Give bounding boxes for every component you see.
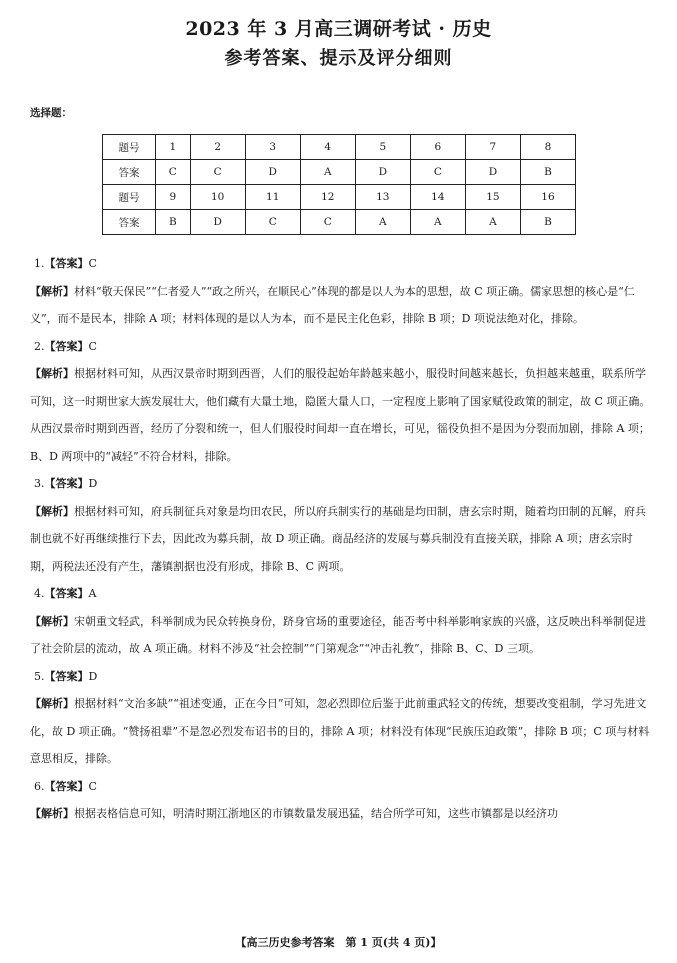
question-answer-line [30,470,652,498]
table-row [103,185,576,210]
table-cell: 14 [410,185,465,210]
answer-value: D [88,669,98,683]
explanation-tag: 【解析】 [30,284,74,298]
table-cell: A [355,210,410,235]
question-number: 2. [34,339,45,353]
question-answer-line [30,773,652,801]
page-subtitle: 参考答案、提示及评分细则 [224,48,453,69]
explanation-paragraph [30,690,652,773]
table-row-header: 题号 [103,185,156,210]
table-cell: B [156,210,191,235]
question-number: 6. [34,779,45,793]
table-cell: A [465,210,520,235]
table-cell: 4 [300,135,355,160]
page-title: 2023 年 3 月高三调研考试 · 历史 [185,18,492,40]
table-cell: 2 [190,135,245,160]
page-footer: 【高三历史参考答案 第 1 页(共 4 页)】 [235,936,442,949]
table-cell: 12 [300,185,355,210]
answer-explanations [30,250,652,828]
explanation-paragraph [30,608,652,663]
table-cell: 7 [465,135,520,160]
question-answer-line [30,333,652,361]
table-cell: 15 [465,185,520,210]
table-cell: C [156,160,191,185]
table-cell: 8 [520,135,575,160]
table-row-header: 答案 [103,160,156,185]
question-number: 3. [34,477,45,490]
table-cell: C [190,160,245,185]
explanation-tag: 【解析】 [30,504,74,518]
explanation-paragraph [30,498,652,581]
explanation-text: 根据材料“文治多缺”“祖述变通，正在今日”可知，忽必烈即位后鉴于此前重武轻文的传统，想要改变祖制，学习先进文化，故 D 项正确。“赞扬祖辈”不是忽必烈发布诏书的目的，排除 A 项；材料没有体现“民族压迫政策”，排除 B 项；C 项与材料意思相反，排除。 [30,697,650,765]
answer-value: C [88,779,97,793]
answer-tag: 【答案】 [44,477,89,490]
explanation-tag: 【解析】 [30,614,74,628]
answer-tag: 【答案】 [44,257,89,270]
explanation-paragraph [30,800,652,828]
table-cell: 5 [355,135,410,160]
question-number: 1. [34,257,45,270]
answer-tag: 【答案】 [44,779,89,793]
table-cell: D [465,160,520,185]
answer-value: D [88,477,98,490]
question-number: 5. [34,669,45,683]
table-row [103,160,576,185]
table-row-header: 题号 [103,135,156,160]
explanation-text: 材料“敬天保民”“仁者爱人”“政之所兴，在顺民心”体现的都是以人为本的思想，故 C 项正确。儒家思想的核心是“仁义”，而不是民本，排除 A 项；材料体现的是以人为本，而不是民主化色彩，排除 B 项；D 项说法绝对化，排除。 [30,284,635,325]
answer-value: C [88,339,97,353]
table-cell: 13 [355,185,410,210]
explanation-paragraph [30,278,652,333]
section-label: 选择题： [30,107,72,119]
table-row-header: 答案 [103,210,156,235]
question-answer-line [30,580,652,608]
table-cell: 6 [410,135,465,160]
explanation-text: 根据表格信息可知，明清时期江浙地区的市镇数量发展迅猛，结合所学可知，这些市镇都是以经济功 [74,807,558,820]
table-cell: 11 [245,185,300,210]
question-number: 4. [34,587,45,600]
question-answer-line [30,250,652,278]
answer-value: C [88,257,97,270]
explanation-paragraph [30,360,652,470]
table-row [103,135,576,160]
explanation-text: 宋朝重文轻武，科举制成为民众转换身份，跻身官场的重要途径，能否考中科举影响家族的兴盛，这反映出科举制促进了社会阶层的流动，故 A 项正确。材料不涉及“社会控制”“门第观念”“冲击礼教”，排除 B、C、D 三项。 [30,614,646,655]
table-cell: A [410,210,465,235]
explanation-tag: 【解析】 [30,367,74,380]
table-cell: 10 [190,185,245,210]
explanation-text: 根据材料可知，府兵制征兵对象是均田农民，所以府兵制实行的基础是均田制，唐玄宗时期，随着均田制的瓦解，府兵制也就不好再继续推行下去，因此改为募兵制，故 D 项正确。商品经济的发展与募兵制没有直接关联，排除 A 项；唐玄宗时期，两税法还没有产生，藩镇割据也没有形成，排除 B、C 两项。 [30,504,646,573]
answer-tag: 【答案】 [44,669,89,683]
answer-tag: 【答案】 [44,587,89,600]
table-cell: 1 [156,135,191,160]
table-cell: D [355,160,410,185]
table-cell: C [300,210,355,235]
explanation-tag: 【解析】 [30,697,74,710]
explanation-tag: 【解析】 [30,807,74,820]
table-cell: D [245,160,300,185]
table-cell: A [300,160,355,185]
question-answer-line [30,663,652,691]
table-cell: 9 [156,185,191,210]
table-row [103,210,576,235]
answer-table [102,134,576,235]
table-cell: 3 [245,135,300,160]
table-cell: B [520,210,575,235]
answer-tag: 【答案】 [44,339,89,353]
table-cell: D [190,210,245,235]
answer-value: A [88,587,97,600]
explanation-text: 根据材料可知，从西汉景帝时期到西晋，人们的服役起始年龄越来越小，服役时间越来越长，负担越来越重，联系所学可知，这一时期世家大族发展壮大，他们藏有大量土地，隐匿大量人口，一定程度上影响了国家赋役政策的制定，故 C 项正确。从西汉景帝时期到西晋，经历了分裂和统一，但人们服役时间却一直在增长，可见，徭役负担不是因为分裂而加剧，排除 A 项；B、D 两项中的“减轻”不符合材料，排除。 [30,367,651,463]
table-cell: C [410,160,465,185]
table-cell: 16 [520,185,575,210]
table-cell: B [520,160,575,185]
table-cell: C [245,210,300,235]
